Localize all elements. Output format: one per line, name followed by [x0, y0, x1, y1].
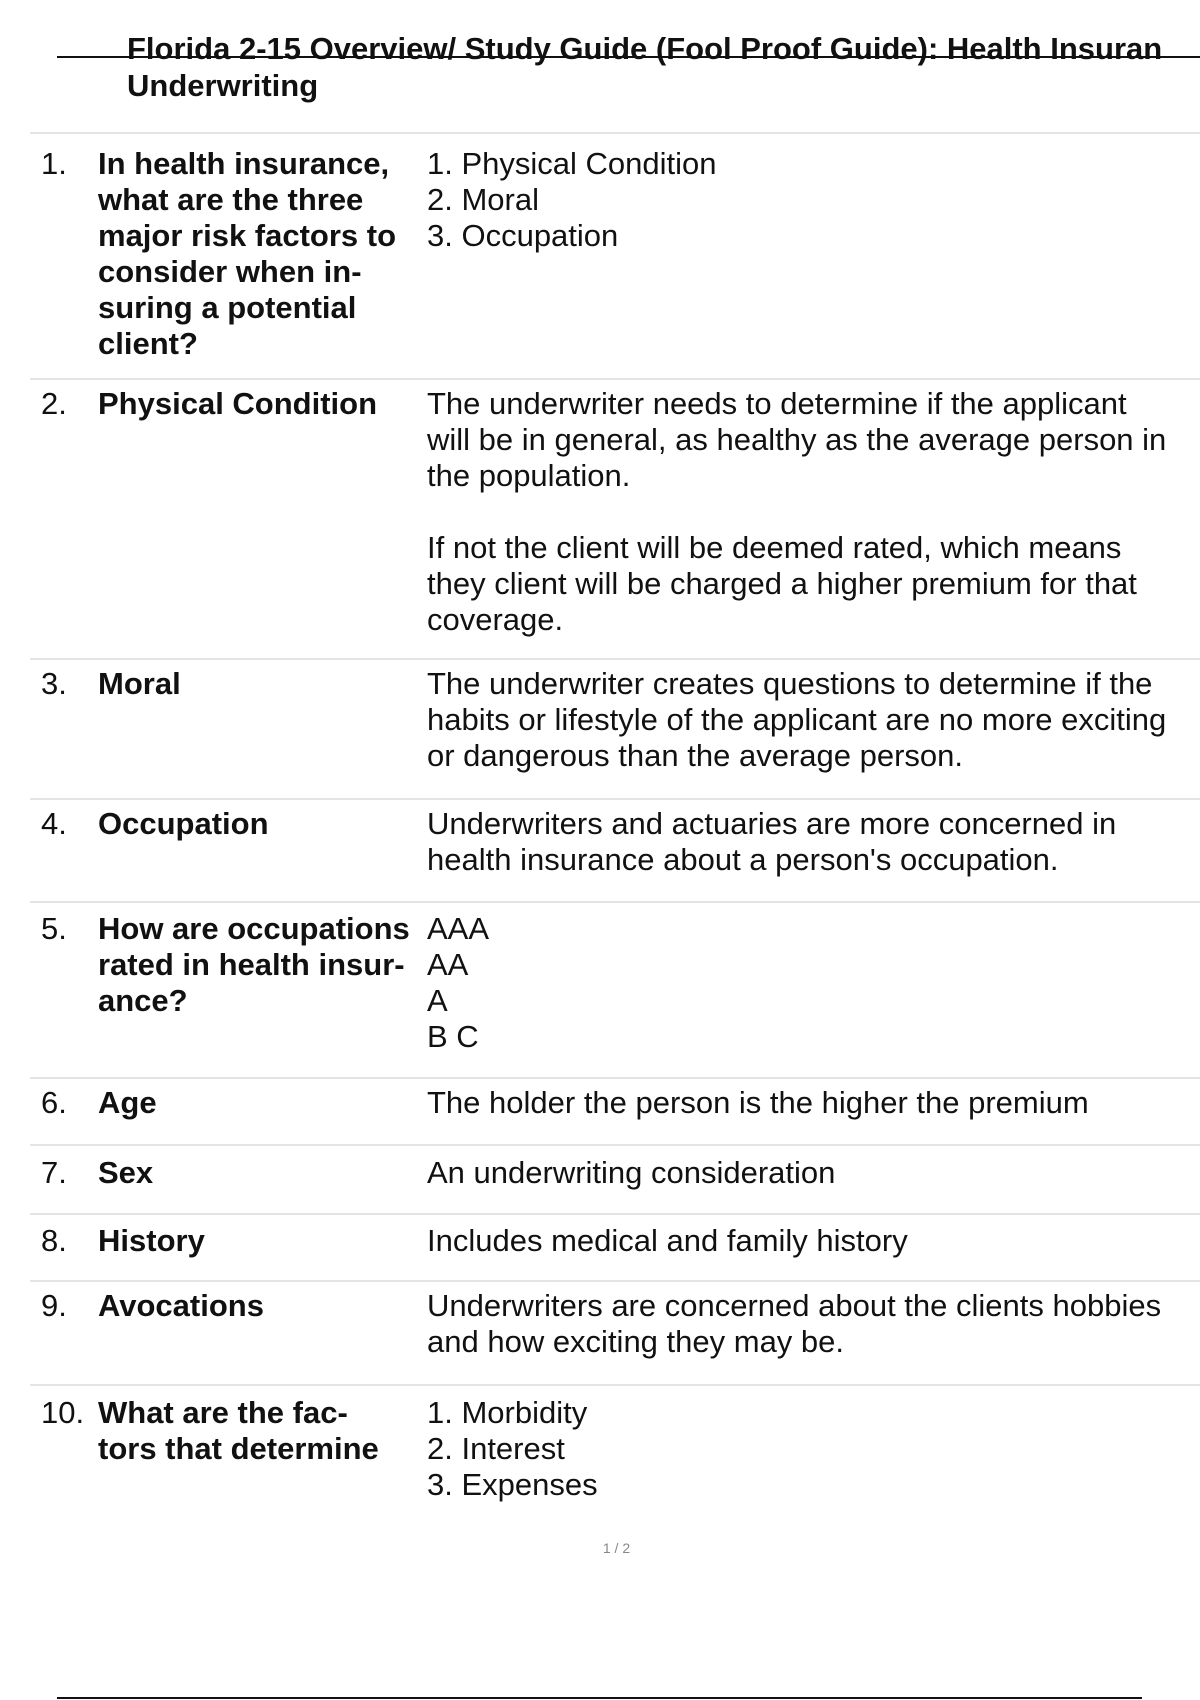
flashcard-row [30, 660, 1200, 800]
card-term: Age [98, 1085, 157, 1120]
card-term: What are the fac- tors that determine [98, 1395, 379, 1466]
card-number: 9. [41, 1288, 67, 1323]
flashcard-row [30, 903, 1200, 1079]
footer-rule [57, 1697, 1142, 1699]
card-definition: Underwriters and actuaries are more concerned in health insurance about a person's occupation. [427, 806, 1117, 877]
card-term: Avocations [98, 1288, 264, 1323]
document-title: Florida 2-15 Overview/ Study Guide (Fool Proof Guide): Health Insuran Underwriting [127, 31, 1163, 103]
card-definition: Includes medical and family history [427, 1223, 908, 1258]
card-term: Sex [98, 1155, 154, 1190]
card-number: 6. [41, 1085, 67, 1120]
card-number: 10. [41, 1395, 85, 1430]
card-definition: 1. Morbidity 2. Interest 3. Expenses [427, 1395, 598, 1502]
card-number: 8. [41, 1223, 67, 1258]
card-number: 4. [41, 806, 67, 841]
card-number: 7. [41, 1155, 67, 1190]
card-definition: The underwriter needs to determine if the applicant will be in general, as healthy as the average person in the population. If not the client will be deemed rated, which means they client will be charged a higher premium for that coverage. [427, 386, 1167, 637]
card-term: History [98, 1223, 205, 1258]
card-term: Moral [98, 666, 181, 701]
flashcard-row [30, 1079, 1200, 1146]
card-term: Occupation [98, 806, 269, 841]
card-term: In health insurance, what are the three major risk factors to consider when in- suring a potential client? [98, 146, 397, 361]
flashcard-row [30, 1282, 1200, 1386]
card-definition: AAA AA A B C [427, 911, 490, 1054]
flashcard-row [30, 1146, 1200, 1215]
card-definition: Underwriters are concerned about the clients hobbies and how exciting they may be. [427, 1288, 1162, 1359]
flashcard-row [30, 134, 1200, 380]
card-definition: An underwriting consideration [427, 1155, 836, 1190]
flashcard-row [30, 380, 1200, 660]
card-definition: 1. Physical Condition 2. Moral 3. Occupation [427, 146, 717, 253]
card-number: 1. [41, 146, 67, 181]
flashcard-row [30, 800, 1200, 903]
page-indicator: 1 / 2 [602, 1540, 631, 1556]
card-term: Physical Condition [98, 386, 378, 421]
card-number: 2. [41, 386, 67, 421]
flashcard-row [30, 1215, 1200, 1282]
card-term: How are occupations rated in health insur- ance? [98, 911, 410, 1018]
flashcard-row [30, 1386, 1200, 1526]
card-definition: The holder the person is the higher the premium [427, 1085, 1089, 1120]
card-number: 5. [41, 911, 67, 946]
flashcard-list [30, 132, 1200, 1526]
card-number: 3. [41, 666, 67, 701]
card-definition: The underwriter creates questions to determine if the habits or lifestyle of the applicant are no more exciting or dangerous than the average person. [427, 666, 1167, 773]
